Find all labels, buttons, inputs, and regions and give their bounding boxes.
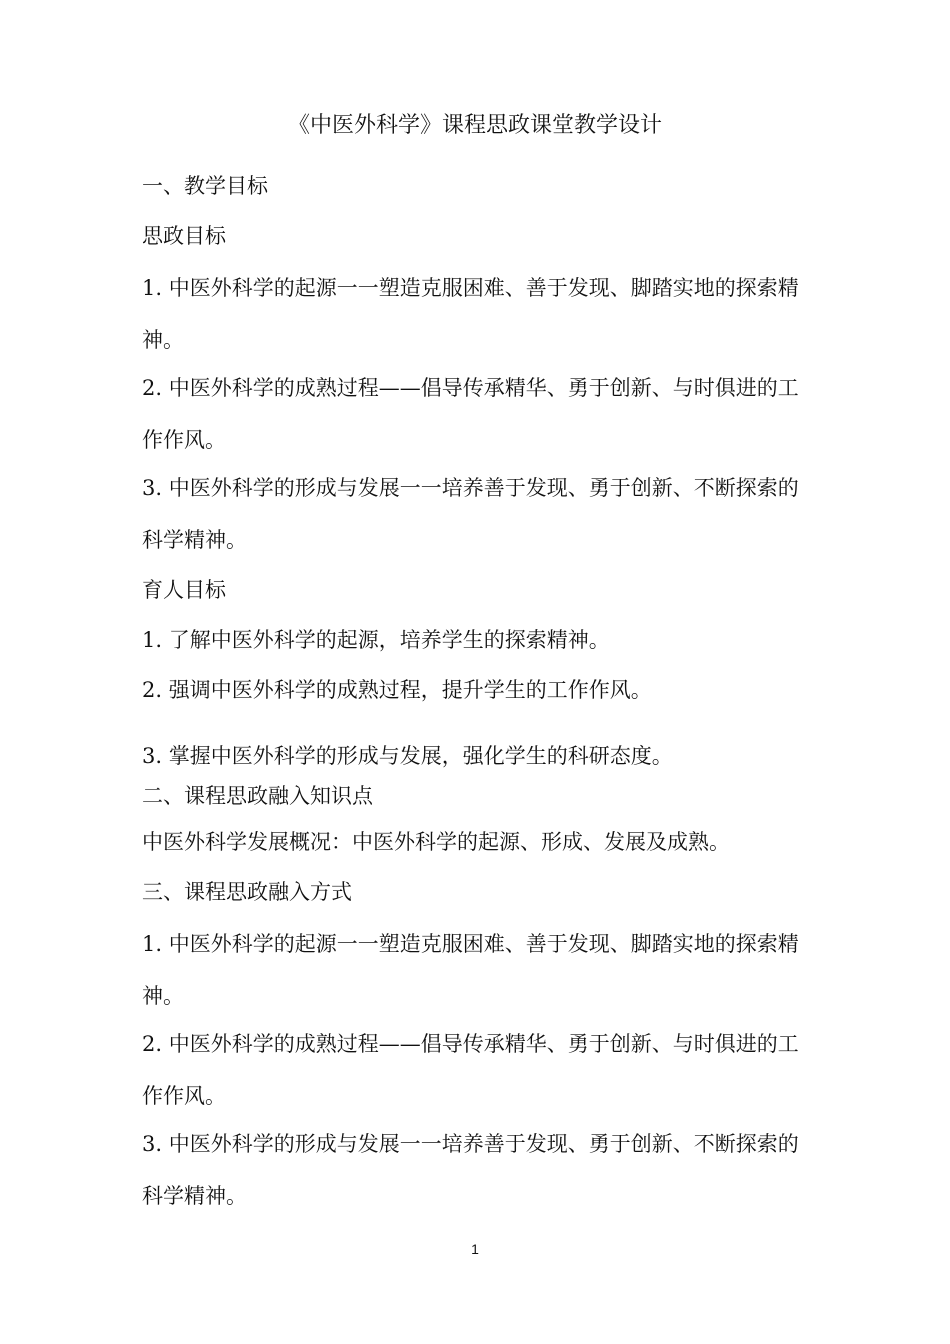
section-heading-knowledge-points: 二、课程思政融入知识点 bbox=[142, 784, 373, 808]
subheading-ideological-goals: 思政目标 bbox=[142, 224, 226, 248]
document-title: 《中医外科学》课程思政课堂教学设计 bbox=[287, 113, 662, 138]
knowledge-points-body: 中医外科学发展概况：中医外科学的起源、形成、发展及成熟。 bbox=[142, 830, 730, 854]
page-number: 1 bbox=[471, 1241, 479, 1257]
section-heading-integration-methods: 三、课程思政融入方式 bbox=[142, 880, 352, 904]
subheading-education-goals: 育人目标 bbox=[142, 578, 226, 602]
ideological-goal-3: 3. 中医外科学的形成与发展一一培养善于发现、勇于创新、不断探索的科学精神。 bbox=[142, 476, 799, 552]
education-goal-3: 3. 掌握中医外科学的形成与发展，强化学生的科研态度。 bbox=[142, 744, 673, 768]
integration-method-1: 1. 中医外科学的起源一一塑造克服困难、善于发现、脚踏实地的探索精神。 bbox=[142, 932, 799, 1008]
integration-method-3: 3. 中医外科学的形成与发展一一培养善于发现、勇于创新、不断探索的科学精神。 bbox=[142, 1132, 799, 1208]
ideological-goal-2: 2. 中医外科学的成熟过程——倡导传承精华、勇于创新、与时俱进的工作作风。 bbox=[142, 376, 799, 452]
section-heading-teaching-goals: 一、教学目标 bbox=[142, 174, 268, 198]
education-goal-2: 2. 强调中医外科学的成熟过程，提升学生的工作作风。 bbox=[142, 678, 652, 702]
ideological-goal-1: 1. 中医外科学的起源一一塑造克服困难、善于发现、脚踏实地的探索精神。 bbox=[142, 276, 799, 352]
integration-method-2: 2. 中医外科学的成熟过程——倡导传承精华、勇于创新、与时俱进的工作作风。 bbox=[142, 1032, 799, 1108]
education-goal-1: 1. 了解中医外科学的起源，培养学生的探索精神。 bbox=[142, 628, 610, 652]
